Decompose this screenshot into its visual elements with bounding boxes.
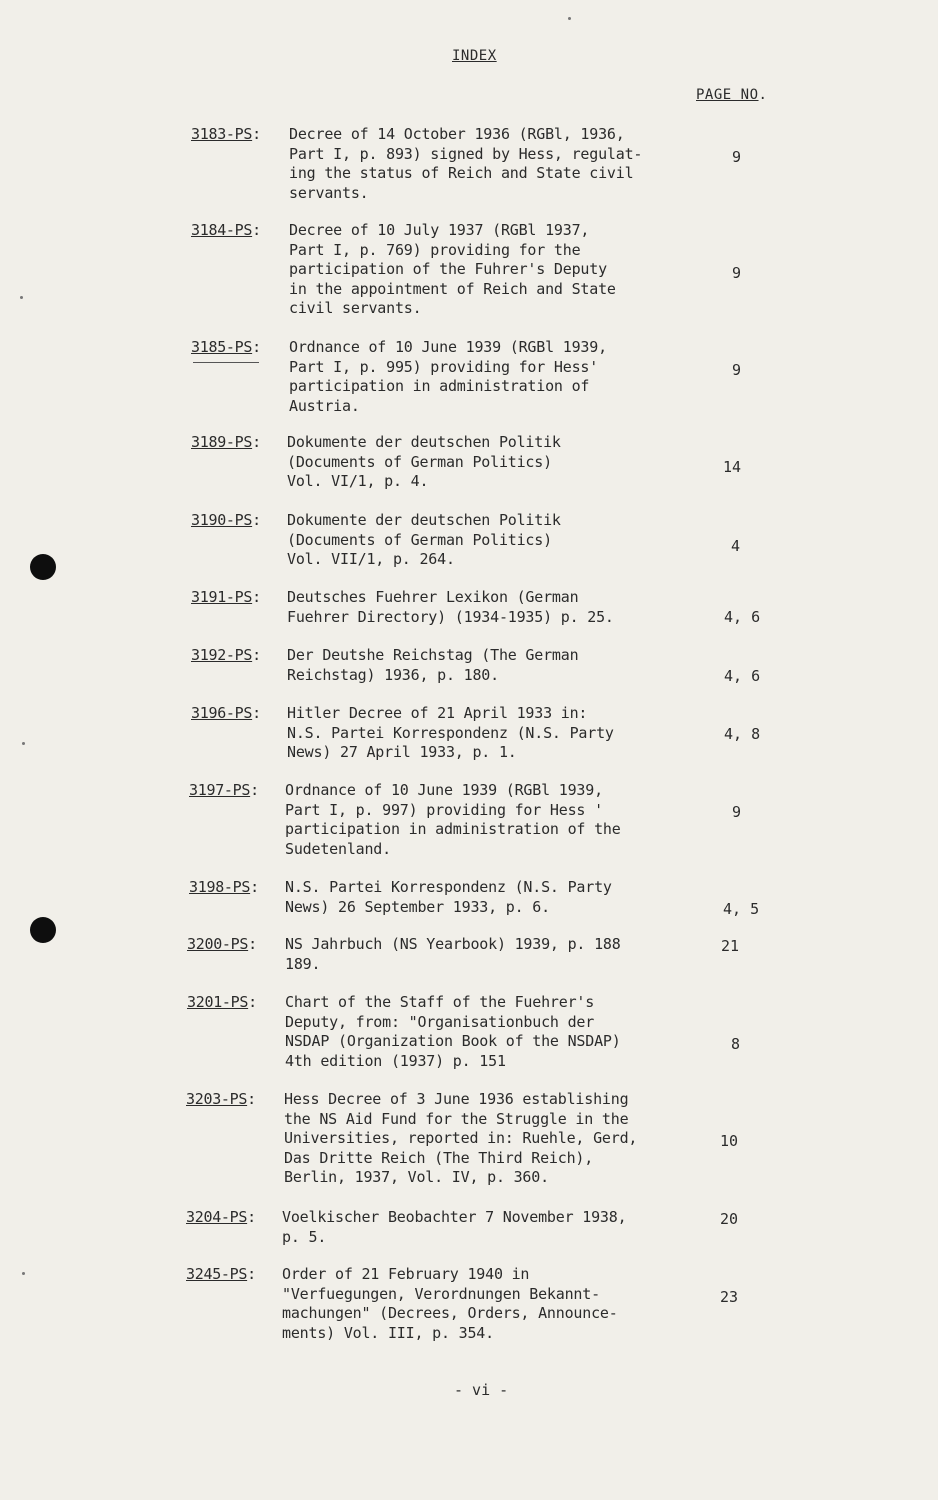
- description-line: machungen" (Decrees, Orders, Announce-: [282, 1304, 618, 1322]
- description-line: Das Dritte Reich (The Third Reich),: [284, 1148, 594, 1167]
- document-code: [191, 588, 261, 606]
- document-description: [287, 433, 561, 492]
- page-reference: 4: [731, 537, 741, 555]
- description-line: in the appointment of Reich and State: [289, 279, 616, 298]
- document-code-number: 3203-PS: [186, 1090, 248, 1108]
- document-code-number: 3190-PS: [191, 511, 253, 529]
- document-code: [187, 993, 257, 1011]
- document-code: [191, 338, 261, 356]
- document-code-colon: :: [252, 221, 261, 239]
- document-code-number: 3191-PS: [191, 588, 253, 606]
- document-code-colon: :: [247, 1265, 256, 1283]
- document-code-colon: :: [250, 781, 259, 799]
- document-description: [287, 704, 614, 763]
- document-code-colon: :: [252, 433, 261, 451]
- page-reference: 4, 6: [724, 667, 761, 685]
- description-line: N.S. Partei Korrespondenz (N.S. Party: [287, 723, 614, 742]
- document-code: [189, 781, 259, 799]
- document-description: [285, 935, 621, 974]
- description-line: Berlin, 1937, Vol. IV, p. 360.: [284, 1168, 549, 1186]
- description-line: Part I, p. 769) providing for the: [289, 240, 581, 259]
- description-line: Fuehrer Directory) (1934-1935) p. 25.: [287, 607, 614, 626]
- description-line: p. 5.: [282, 1227, 327, 1246]
- description-line: Ordnance of 10 June 1939 (RGBl 1939,: [289, 338, 607, 356]
- page-reference: 4, 5: [723, 900, 760, 918]
- document-code: [191, 511, 261, 529]
- document-code-number: 3197-PS: [189, 781, 251, 799]
- description-line: Decree of 10 July 1937 (RGBl 1937,: [289, 221, 590, 239]
- description-line: Decree of 14 October 1936 (RGBl, 1936,: [289, 125, 625, 143]
- document-code-number: 3198-PS: [189, 878, 251, 896]
- description-line: the NS Aid Fund for the Struggle in the: [284, 1109, 629, 1128]
- document-description: [284, 1090, 637, 1188]
- description-line: Ordnance of 10 June 1939 (RGBl 1939,: [285, 781, 603, 799]
- document-code: [191, 646, 261, 664]
- description-line: 189.: [285, 954, 321, 973]
- document-code: [186, 1090, 256, 1108]
- description-line: participation of the Fuhrer's Deputy: [289, 260, 607, 278]
- description-line: Dokumente der deutschen Politik: [287, 511, 561, 529]
- page-footer: - vi -: [454, 1381, 509, 1399]
- description-line: (Documents of German Politics): [287, 530, 552, 549]
- page-reference: 9: [732, 803, 742, 821]
- description-line: Universities, reported in: Ruehle, Gerd,: [284, 1129, 638, 1147]
- document-code-number: 3196-PS: [191, 704, 253, 722]
- description-line: Hitler Decree of 21 April 1933 in:: [287, 704, 588, 722]
- description-line: servants.: [289, 183, 369, 202]
- paper-speck: [22, 742, 25, 745]
- description-line: ing the status of Reich and State civil: [289, 164, 634, 182]
- page-reference: 9: [732, 264, 742, 282]
- document-code-colon: :: [252, 511, 261, 529]
- document-description: [282, 1265, 618, 1343]
- document-code-number: 3192-PS: [191, 646, 253, 664]
- page-reference: 4, 6: [724, 608, 761, 626]
- page-no-label: PAGE NO: [696, 87, 759, 103]
- document-description: [285, 878, 612, 917]
- index-title: INDEX: [452, 48, 497, 64]
- document-code: [187, 935, 257, 953]
- description-line: ments) Vol. III, p. 354.: [282, 1323, 494, 1342]
- document-description: [287, 646, 578, 685]
- description-line: Order of 21 February 1940 in: [282, 1265, 530, 1283]
- document-code-colon: :: [250, 878, 259, 896]
- description-line: NSDAP (Organization Book of the NSDAP): [285, 1032, 621, 1050]
- document-description: [282, 1208, 626, 1247]
- description-line: 4th edition (1937) p. 151: [285, 1051, 506, 1070]
- document-description: [287, 588, 614, 627]
- document-description: [289, 125, 642, 203]
- description-line: Deputy, from: "Organisationbuch der: [285, 1012, 595, 1031]
- description-line: "Verfuegungen, Verordnungen Bekannt-: [282, 1284, 600, 1303]
- paper-speck: [20, 296, 23, 299]
- document-code-colon: :: [248, 935, 257, 953]
- page-reference: 14: [723, 458, 742, 476]
- document-code-colon: :: [252, 646, 261, 664]
- document-code-colon: :: [252, 588, 261, 606]
- document-code: [186, 1208, 256, 1226]
- document-code-colon: :: [247, 1208, 256, 1226]
- document-description: [289, 338, 607, 416]
- page-reference: 8: [731, 1035, 741, 1053]
- description-line: civil servants.: [289, 299, 422, 317]
- description-line: Deutsches Fuehrer Lexikon (German: [287, 588, 579, 606]
- document-code: [191, 704, 261, 722]
- description-line: Part I, p. 893) signed by Hess, regulat-: [289, 144, 643, 163]
- document-code-number: 3183-PS: [191, 125, 253, 143]
- description-line: Vol. VI/1, p. 4.: [287, 472, 429, 490]
- description-line: Dokumente der deutschen Politik: [287, 433, 561, 451]
- description-line: Reichstag) 1936, p. 180.: [287, 665, 499, 684]
- page-reference: 10: [720, 1132, 739, 1150]
- description-line: N.S. Partei Korrespondenz (N.S. Party: [285, 878, 612, 896]
- description-line: Voelkischer Beobachter 7 November 1938,: [282, 1208, 627, 1226]
- document-code: [191, 125, 261, 143]
- page-reference: 4, 8: [724, 725, 761, 743]
- document-code-number: 3201-PS: [187, 993, 249, 1011]
- document-code: [191, 433, 261, 451]
- description-line: Part I, p. 997) providing for Hess ': [285, 800, 603, 819]
- document-code-number: 3200-PS: [187, 935, 249, 953]
- document-code-number: 3185-PS: [191, 338, 253, 356]
- document-description: [287, 511, 561, 570]
- page-reference: 20: [720, 1210, 739, 1228]
- description-line: News) 26 September 1933, p. 6.: [285, 897, 550, 916]
- document-code-number: 3184-PS: [191, 221, 253, 239]
- document-description: [285, 993, 621, 1071]
- page-no-period: .: [758, 87, 768, 103]
- document-code-colon: :: [252, 125, 261, 143]
- description-line: Chart of the Staff of the Fuehrer's: [285, 993, 595, 1011]
- punch-hole: [30, 917, 56, 943]
- page-reference: 9: [732, 361, 742, 379]
- document-code: [186, 1265, 256, 1283]
- document-code-number: 3245-PS: [186, 1265, 248, 1283]
- paper-speck: [22, 1272, 25, 1275]
- description-line: Austria.: [289, 396, 360, 415]
- page-reference: 21: [721, 937, 740, 955]
- document-description: [289, 221, 616, 319]
- document-code: [191, 221, 261, 239]
- description-line: (Documents of German Politics): [287, 452, 552, 471]
- document-code-colon: :: [247, 1090, 256, 1108]
- description-line: Part I, p. 995) providing for Hess': [289, 357, 599, 376]
- description-line: Vol. VII/1, p. 264.: [287, 550, 455, 568]
- description-line: participation in administration of the: [285, 820, 621, 838]
- description-line: Sudetenland.: [285, 839, 391, 858]
- underline-mark: [193, 362, 259, 363]
- punch-hole: [30, 554, 56, 580]
- paper-speck: [568, 17, 571, 20]
- page-reference: 9: [732, 148, 742, 166]
- document-code-colon: :: [252, 704, 261, 722]
- document-code-colon: :: [252, 338, 261, 356]
- description-line: Hess Decree of 3 June 1936 establishing: [284, 1090, 629, 1108]
- page-reference: 23: [720, 1288, 739, 1306]
- document-code-colon: :: [248, 993, 257, 1011]
- document-code-number: 3204-PS: [186, 1208, 248, 1226]
- document-code: [189, 878, 259, 896]
- document-code-number: 3189-PS: [191, 433, 253, 451]
- description-line: News) 27 April 1933, p. 1.: [287, 743, 517, 761]
- description-line: Der Deutshe Reichstag (The German: [287, 646, 579, 664]
- description-line: participation in administration of: [289, 377, 590, 395]
- description-line: NS Jahrbuch (NS Yearbook) 1939, p. 188: [285, 935, 621, 953]
- document-description: [285, 781, 621, 859]
- page-no-header: [696, 87, 767, 103]
